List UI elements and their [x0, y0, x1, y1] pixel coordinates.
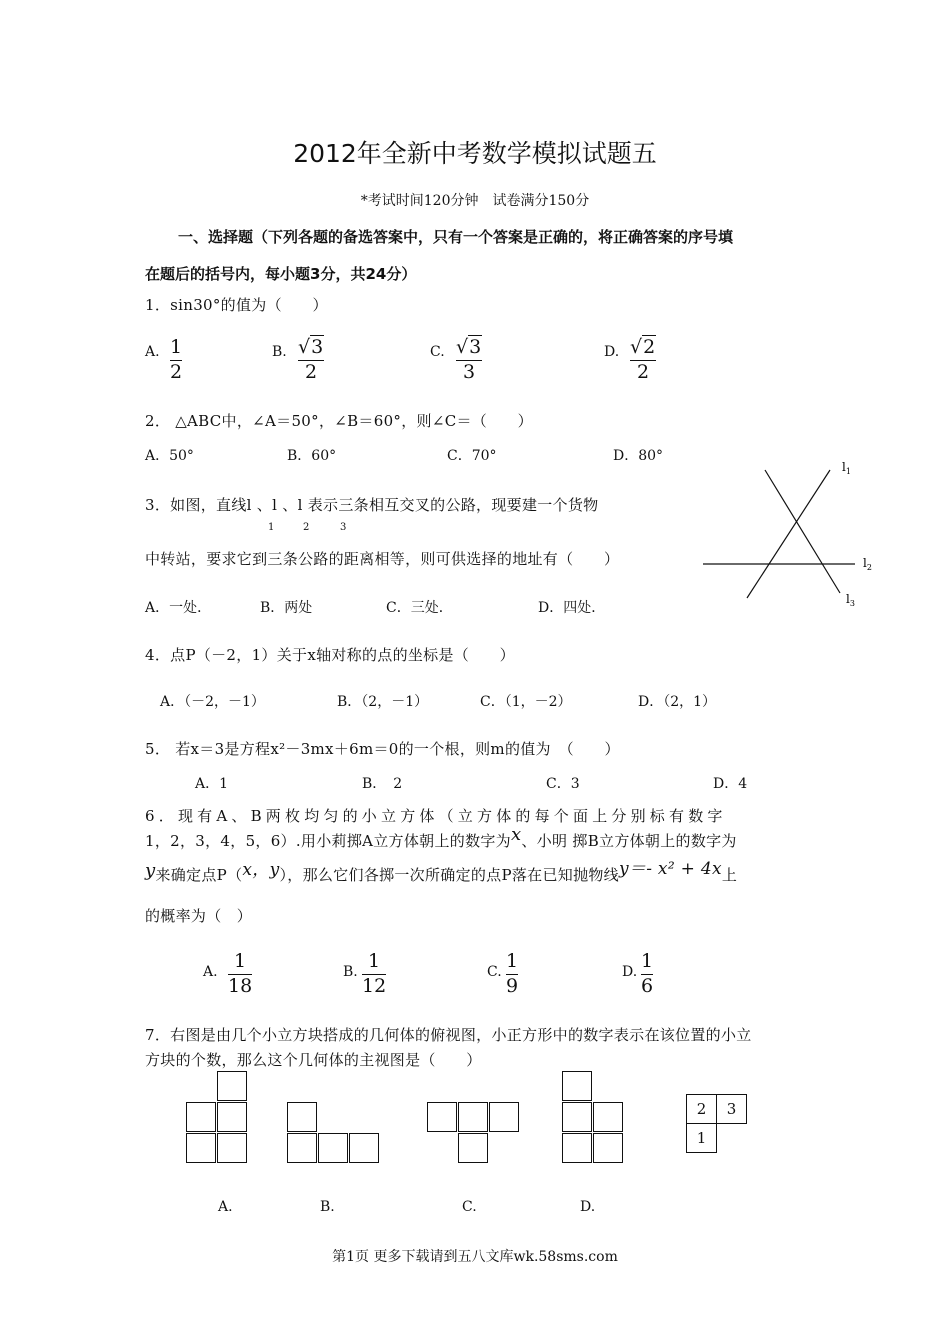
sqrt-symbol: √	[630, 336, 643, 358]
section-heading-line2: 在题后的括号内，每小题3分，共24分）	[145, 265, 417, 283]
q6-label-b: B.	[343, 964, 358, 980]
cube	[217, 1071, 247, 1101]
q1-stem: 1．sin30°的值为（ ）	[145, 296, 328, 314]
q1-d-denominator: 2	[637, 360, 650, 383]
cube	[287, 1102, 317, 1132]
q4-option-b: B．（2，－1）	[337, 694, 429, 710]
q1-c-radicand: 3	[469, 336, 482, 358]
q6-line3-part2: ），那么它们各掷一次所确定的点P落在已知抛物线	[279, 866, 619, 884]
q7-label-b: B.	[320, 1199, 335, 1215]
point-coords: x，y	[242, 860, 280, 880]
q6-line3	[145, 860, 737, 885]
line-l1	[747, 470, 830, 598]
cube	[458, 1133, 488, 1163]
q1-c-denominator: 3	[463, 360, 476, 383]
q3-option-c: C．三处．	[386, 600, 453, 616]
sqrt-symbol: √	[456, 336, 469, 358]
q7-label-c: C.	[462, 1199, 477, 1215]
q3-sub-1: 1	[268, 522, 275, 533]
q6-option-a	[228, 952, 252, 997]
q3-line1: 3．如图，直线l 、l 、l 表示三条相互交叉的公路，现要建一个货物	[145, 496, 599, 514]
line-l3	[765, 470, 840, 593]
q7-label-a: A.	[218, 1199, 233, 1215]
q3-option-b: B．两处	[260, 600, 313, 616]
cube	[186, 1133, 216, 1163]
cube	[427, 1102, 457, 1132]
q5-stem: 5． 若x＝3是方程x²－3mx＋6m＝0的一个根，则m的值为 （ ）	[145, 740, 620, 758]
q3-option-a: A．一处．	[145, 600, 212, 616]
cube	[217, 1102, 247, 1132]
q1-d-radicand: 2	[643, 336, 656, 358]
q5-option-d: D．4	[713, 776, 748, 792]
q4-option-d: D．（2，1）	[638, 694, 717, 710]
q6-b-numerator: 1	[368, 950, 381, 972]
q1-a-numerator: 1	[170, 336, 183, 358]
q4-option-c: C．（1，－2）	[480, 694, 572, 710]
q6-line4: 的概率为（ ）	[145, 907, 253, 925]
q3-three-lines-figure	[700, 455, 890, 615]
q6-a-numerator: 1	[234, 950, 247, 972]
q3-option-d: D．四处．	[538, 600, 606, 616]
q6-line3-part3: 上	[721, 866, 738, 884]
q1-option-b	[298, 338, 324, 383]
q7-line1: 7．右图是由几个小立方块搭成的几何体的俯视图，小正方形中的数字表示在该位置的小立	[145, 1026, 752, 1044]
q2-stem: 2． △ABC中，∠A＝50°，∠B＝60°，则∠C＝（ ）	[145, 412, 533, 430]
q6-option-c	[506, 952, 518, 997]
q7-label-d: D.	[580, 1199, 596, 1215]
q6-line2	[145, 824, 737, 851]
q6-label-d: D.	[622, 964, 638, 980]
page-title: 2012年全新中考数学模拟试题五	[293, 139, 657, 168]
q1-option-a	[170, 338, 182, 383]
q7-line2: 方块的个数，那么这个几何体的主视图是（ ）	[145, 1051, 482, 1069]
var-x: x	[510, 824, 522, 845]
sqrt-symbol: √	[298, 336, 311, 358]
q6-line1: 6．现有A、B两枚均匀的小立方体（立方体的每个面上分别标有数字	[145, 807, 727, 825]
cube	[217, 1133, 247, 1163]
cube	[287, 1133, 317, 1163]
q6-label-a: A.	[203, 964, 218, 980]
exam-info: *考试时间120分钟 试卷满分150分	[360, 193, 590, 209]
q3-line2: 中转站，要求它到三条公路的距离相等，则可供选择的地址有（ ）	[145, 550, 620, 568]
label-l3: $l_3$	[846, 592, 855, 608]
top-view-cell: 2	[686, 1094, 717, 1124]
q1-option-d	[630, 338, 656, 383]
q1-label-b: B.	[272, 344, 287, 360]
q6-d-numerator: 1	[641, 950, 654, 972]
cube	[562, 1133, 592, 1163]
q5-option-a: A．1	[195, 776, 229, 792]
q1-b-denominator: 2	[305, 360, 318, 383]
q2-option-b: B．60°	[287, 448, 337, 464]
q3-sub-3: 3	[340, 522, 347, 533]
q6-d-denominator: 6	[641, 974, 654, 997]
q6-line2-part2: 、小明 掷B立方体朝上的数字为	[521, 832, 737, 850]
q1-label-d: D.	[604, 344, 620, 360]
q6-option-d	[641, 952, 653, 997]
section-heading-line1: 一、选择题（下列各题的备选答案中，只有一个答案是正确的，将正确答案的序号填	[178, 228, 734, 246]
q5-option-c: C．3	[546, 776, 580, 792]
q4-stem: 4．点P（－2，1）关于x轴对称的点的坐标是（ ）	[145, 646, 515, 664]
q6-option-b	[362, 952, 386, 997]
q6-a-denominator: 18	[228, 974, 253, 997]
cube	[349, 1133, 379, 1163]
cube	[593, 1102, 623, 1132]
q2-option-a: A．50°	[145, 448, 194, 464]
q1-label-c: C.	[430, 344, 445, 360]
q1-option-c	[456, 338, 482, 383]
cube	[562, 1071, 592, 1101]
q6-line3-part1: 来确定点P（	[155, 866, 243, 884]
cube	[458, 1102, 488, 1132]
q6-label-c: C.	[487, 964, 502, 980]
label-l1: $l_1$	[842, 460, 851, 476]
q1-a-denominator: 2	[170, 360, 183, 383]
top-view-cell: 3	[716, 1094, 747, 1124]
q6-c-numerator: 1	[506, 950, 519, 972]
cube	[186, 1102, 216, 1132]
q6-line2-part1: 1，2，3，4，5，6）.用小莉掷A立方体朝上的数字为	[145, 832, 511, 850]
q5-option-b: B． 2	[362, 776, 403, 792]
top-view-cell: 1	[686, 1123, 717, 1153]
label-l2: $l_2$	[863, 556, 872, 572]
cube	[593, 1133, 623, 1163]
parabola-equation: y＝- x² + 4x	[618, 859, 722, 879]
q6-c-denominator: 9	[506, 974, 519, 997]
q6-b-denominator: 12	[362, 974, 387, 997]
q4-option-a: A．（－2，－1）	[160, 694, 265, 710]
q1-b-radicand: 3	[311, 336, 324, 358]
var-y: y	[145, 860, 156, 881]
q2-option-c: C．70°	[447, 448, 497, 464]
q2-option-d: D．80°	[613, 448, 664, 464]
q1-label-a: A.	[145, 344, 160, 360]
page-footer: 第1页 更多下载请到五八文库wk.58sms.com	[332, 1249, 618, 1265]
cube	[318, 1133, 348, 1163]
q3-sub-2: 2	[303, 522, 310, 533]
cube	[489, 1102, 519, 1132]
cube	[562, 1102, 592, 1132]
